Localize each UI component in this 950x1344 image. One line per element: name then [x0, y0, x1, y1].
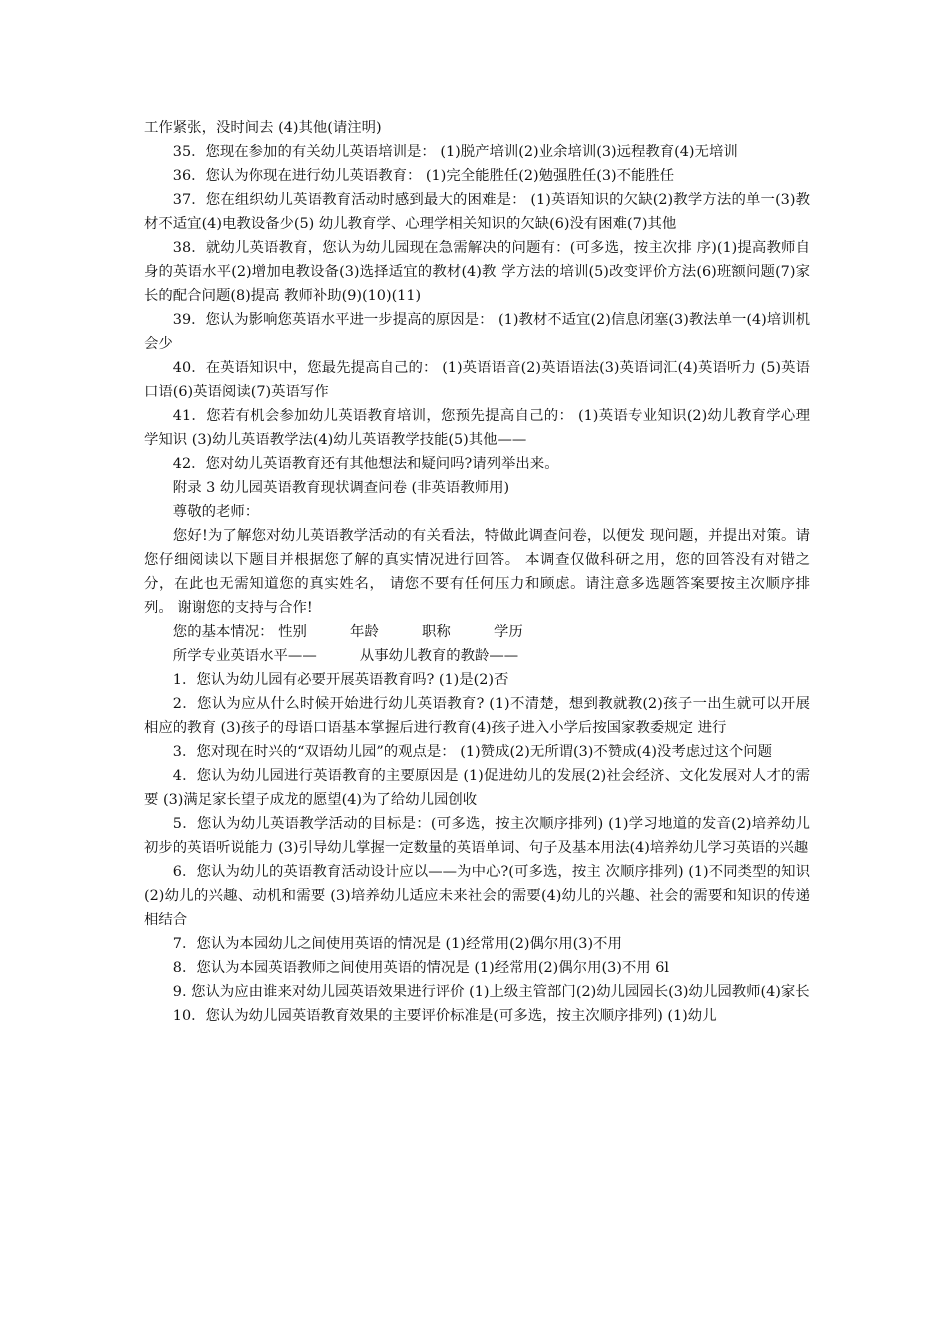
paragraph: 8．您认为本园英语教师之间使用英语的情况是 (1)经常用(2)偶尔用(3)不用 6l [172, 960, 669, 976]
paragraph: 10．您认为幼儿园英语教育效果的主要评价标准是(可多选，按主次顺序排列) (1)幼儿 [172, 1008, 717, 1024]
salutation: 尊敬的老师： [172, 504, 260, 520]
paragraph: 41．您若有机会参加幼儿英语教育培训，您预先提高自己的： (1)英语专业知识(2)幼儿教育学心理学知识 (3)幼儿英语教学法(4)幼儿英语教学技能(5)其他—— [144, 408, 810, 448]
paragraph: 1．您认为幼儿园有必要开展英语教育吗? (1)是(2)否 [172, 672, 509, 688]
appendix-title: 附录 3 幼儿园英语教育现状调查问卷 (非英语教师用) [172, 480, 510, 496]
basic-info-line: 您的基本情况： 性别 年龄 职称 学历 [172, 624, 523, 640]
paragraph: 37．您在组织幼儿英语教育活动时感到最大的困难是： (1)英语知识的欠缺(2)教学方法的单一(3)教材不适宜(4)电教设备少(5) 幼儿教育学、心理学相关知识的欠缺(6)没有困难(7)其他 [144, 192, 810, 232]
paragraph: 您好!为了解您对幼儿英语教学活动的有关看法，特做此调查问卷，以便发 现问题，并提出对策。请您仔细阅读以下题目并根据您了解的真实情况进行回答。 本调查仅做科研之用，您的回答没有对错之分，在此也无需知道您的真实姓名， 请您不要有任何压力和顾虑。请注意多选题答案要按主次顺序排列。 谢谢您的支持与合作! [144, 528, 810, 616]
basic-info-line: 所学专业英语水平—— 从事幼儿教育的教龄—— [172, 648, 519, 664]
paragraph: 6．您认为幼儿的英语教育活动设计应以——为中心?(可多选，按主 次顺序排列) (1)不同类型的知识(2)幼儿的兴趣、动机和需要 (3)培养幼儿适应未来社会的需要(4)幼儿的兴趣、社会的需要和知识的传递 相结合 [144, 864, 810, 928]
paragraph: 5．您认为幼儿英语教学活动的目标是：(可多选，按主次顺序排列) (1)学习地道的发音(2)培养幼儿初步的英语听说能力 (3)引导幼儿掌握一定数量的英语单词、句子及基本用法(4)培养幼儿学习英语的兴趣 [144, 816, 810, 856]
paragraph: 38．就幼儿英语教育，您认为幼儿园现在急需解决的问题有：(可多选，按主次排 序)(1)提高教师自身的英语水平(2)增加电教设备(3)选择适宜的教材(4)教 学方法的培训(5)改变评价方法(6)班额问题(7)家长的配合问题(8)提高 教师补助(9)(10)(11) [144, 240, 810, 304]
paragraph: 工作紧张，没时间去 (4)其他(请注明) [144, 120, 382, 136]
paragraph: 7．您认为本园幼儿之间使用英语的情况是 (1)经常用(2)偶尔用(3)不用 [172, 936, 622, 952]
paragraph: 35．您现在参加的有关幼儿英语培训是： (1)脱产培训(2)业余培训(3)远程教育(4)无培训 [172, 144, 738, 160]
paragraph: 42．您对幼儿英语教育还有其他想法和疑问吗?请列举出来。 [172, 456, 559, 472]
paragraph: 9. 您认为应由谁来对幼儿园英语效果进行评价 (1)上级主管部门(2)幼儿园园长(3)幼儿园教师(4)家长 [172, 984, 810, 1000]
paragraph: 2．您认为应从什么时候开始进行幼儿英语教育? (1)不清楚，想到教就教(2)孩子一出生就可以开展相应的教育 (3)孩子的母语口语基本掌握后进行教育(4)孩子进入小学后按国家教委规定 进行 [144, 696, 810, 736]
paragraph: 39．您认为影响您英语水平进一步提高的原因是： (1)教材不适宜(2)信息闭塞(3)教法单一(4)培训机会少 [144, 312, 810, 352]
paragraph: 4．您认为幼儿园进行英语教育的主要原因是 (1)促进幼儿的发展(2)社会经济、文化发展对人才的需要 (3)满足家长望子成龙的愿望(4)为了给幼儿园创收 [144, 768, 810, 808]
paragraph: 40．在英语知识中，您最先提高自己的： (1)英语语音(2)英语语法(3)英语词汇(4)英语听力 (5)英语口语(6)英语阅读(7)英语写作 [144, 360, 810, 400]
paragraph: 36．您认为你现在进行幼儿英语教育： (1)完全能胜任(2)勉强胜任(3)不能胜任 [172, 168, 675, 184]
document-body [144, 116, 810, 1028]
paragraph: 3．您对现在时兴的“双语幼儿园”的观点是： (1)赞成(2)无所谓(3)不赞成(4)没考虑过这个问题 [172, 744, 773, 760]
